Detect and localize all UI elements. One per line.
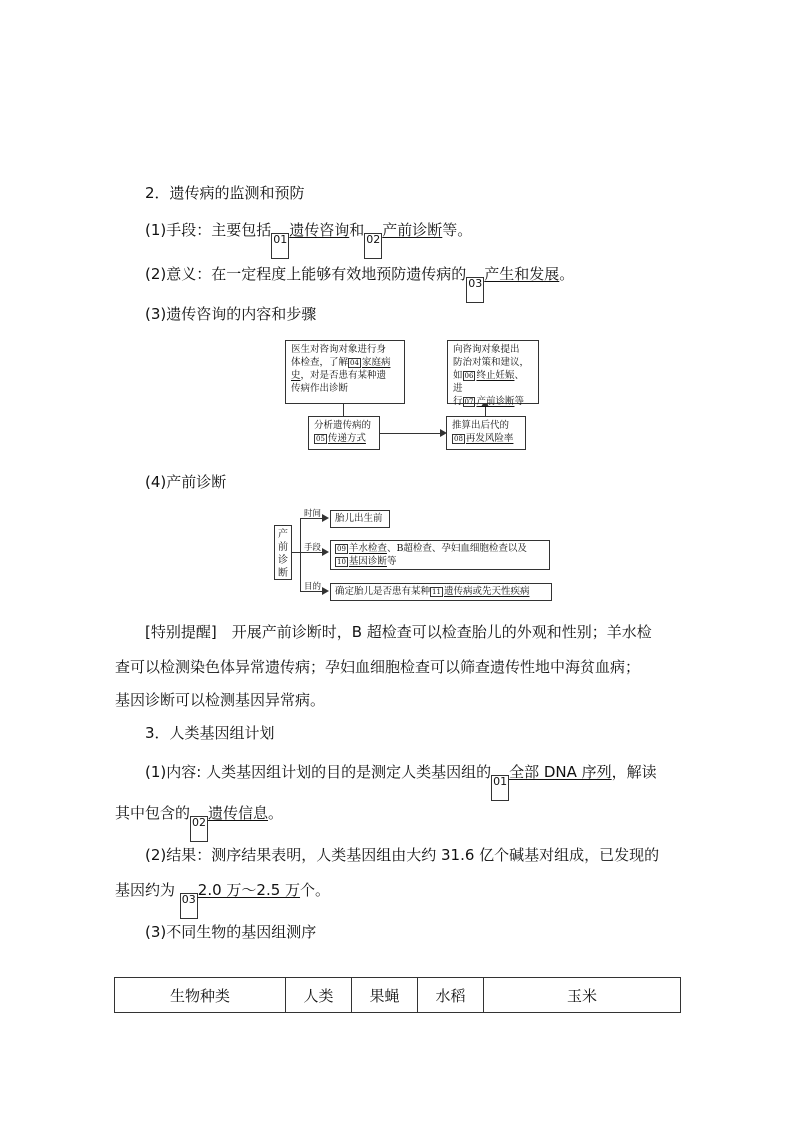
tree-means-middle: 、B超检查、孕妇血细胞检查以及 <box>386 543 527 554</box>
table-header-fruitfly: 果蝇 <box>352 978 418 1013</box>
flow-box-analysis <box>308 416 380 450</box>
table-header-maize: 玉米 <box>484 978 681 1013</box>
flow-connector-1 <box>343 404 344 416</box>
tree-box-time: 胎儿出生前 <box>330 510 390 528</box>
flow-box1-line2 <box>291 356 399 369</box>
flow-box3-line3 <box>453 369 533 395</box>
flow-num-04: 04 <box>350 359 359 367</box>
flow-box4-line2 <box>452 432 520 445</box>
tip-line1: [特别提醒] 开展产前诊断时，B 超检查可以检查胎儿的外观和性别；羊水检 <box>145 623 652 641</box>
s3-p1-pre: (1)内容: 人类基因组计划的目的是测定人类基因组的 <box>145 763 492 781</box>
section3-title: 3．人类基因组计划 <box>145 724 275 742</box>
s2-p1 <box>145 220 713 259</box>
tree-means-line1 <box>335 542 545 555</box>
flow-recurrence-risk: 再发风险率 <box>465 433 514 444</box>
tree-num-09: 09 <box>337 545 346 553</box>
s3-p1-post2: 。 <box>268 804 284 822</box>
answer-occurrence: 产生和发展 <box>484 265 560 283</box>
tree-box-purpose <box>330 583 552 601</box>
tree-num-10: 10 <box>337 558 346 566</box>
s3-p1-pre2: 其中包含的 <box>115 804 191 822</box>
blank-num-01b: 01 <box>491 775 509 801</box>
table-header-human: 人类 <box>286 978 352 1013</box>
flow-box-advice <box>447 340 539 407</box>
flow-box3-l3b: 、进 <box>453 370 524 394</box>
table-row <box>115 978 681 1013</box>
tree-box-means <box>330 540 550 570</box>
tree-stem <box>292 552 300 553</box>
tree-arrow-3 <box>322 587 329 595</box>
answer-prenatal-diagnosis: 产前诊断 <box>382 221 443 239</box>
blank-num-01: 01 <box>271 233 289 259</box>
answer-gene-count: 2.0 万～2.5 万 <box>197 881 301 899</box>
flow-box4-line1: 推算出后代的 <box>452 420 510 431</box>
blank-num-03: 03 <box>466 277 484 303</box>
tree-gene-diagnosis: 基因诊断 <box>348 556 387 567</box>
tree-arrow-2 <box>322 548 329 556</box>
flow-box2-line1: 分析遗传病的 <box>314 420 372 431</box>
flow-transmission-mode: 传递方式 <box>327 433 366 444</box>
tree-label-means: 手段 <box>304 543 322 553</box>
flow-family-history: 家庭病 <box>361 357 391 368</box>
flow-box1-l3a: 史 <box>291 370 301 381</box>
flow-box1-l3b: ，对是否患有某种遗 <box>300 370 387 381</box>
tree-means-line2 <box>335 555 545 568</box>
tree-purpose-pre: 确定胎儿是否患有某种 <box>335 586 431 597</box>
tree-label-purpose: 目的 <box>304 582 322 592</box>
flow-num-07: 07 <box>464 398 474 406</box>
flow-box3-l4b: 等 <box>514 396 524 407</box>
tip-line2: 查可以检测染色体异常遗传病；孕妇血细胞检查可以筛查遗传性地中海贫血病； <box>115 658 641 676</box>
blank-num-02: 02 <box>364 233 382 259</box>
flow-num-08: 08 <box>454 435 463 443</box>
section2-title: 2．遗传病的监测和预防 <box>145 184 305 202</box>
s2-p2 <box>145 264 713 303</box>
s3-p1-post: ，解读 <box>611 763 657 781</box>
flow-prenatal-diagnosis: 产前诊断 <box>476 396 515 407</box>
tree-num-11: 11 <box>432 588 441 596</box>
flow-box2-line2 <box>314 432 374 445</box>
flow-box3-line1: 向咨询对象提出 <box>453 344 520 355</box>
table-header-rice: 水稻 <box>418 978 484 1013</box>
flow-box1-line3 <box>291 369 399 382</box>
flow-box1-line1: 医生对咨询对象进行身 <box>291 344 387 355</box>
s3-p2-line2 <box>115 880 683 919</box>
flow-box1-line4: 传病作出诊断 <box>291 383 349 394</box>
answer-all-dna: 全部 DNA 序列 <box>509 763 612 781</box>
s2-p1-mid: 和 <box>349 221 365 239</box>
flow-box3-l4a: 行 <box>453 396 463 407</box>
blank-num-03b: 03 <box>180 893 198 919</box>
s3-p2-pre: 基因约为 <box>115 881 180 899</box>
flow-box-exam <box>285 340 405 404</box>
s2-p3: (3)遗传咨询的内容和步骤 <box>145 305 317 323</box>
tree-spine <box>300 518 301 591</box>
answer-genetic-counseling: 遗传咨询 <box>289 221 350 239</box>
tree-means-end: 等 <box>386 556 397 567</box>
flow-arrow-line <box>380 433 440 434</box>
flow-box-risk <box>446 416 526 450</box>
s3-p2-line1: (2)结果：测序结果表明，人类基因组由大约 31.6 亿个碱基对组成，已发现的 <box>145 846 660 864</box>
flow-box3-l3a: 如 <box>453 370 463 381</box>
answer-genetic-info: 遗传信息 <box>208 804 269 822</box>
s2-p1-post: 等。 <box>442 221 473 239</box>
flow-terminate-pregnancy: 终止妊娠 <box>476 370 515 381</box>
flow-box1-l2a: 体检查，了解 <box>291 357 349 368</box>
s2-p2-post: 。 <box>559 265 575 283</box>
genome-table <box>114 977 681 1013</box>
tree-label-time: 时间 <box>304 509 322 519</box>
s3-p3: (3)不同生物的基因组测序 <box>145 923 317 941</box>
flow-box3-line2: 防治对策和建议， <box>453 357 530 368</box>
tree-root: 产前诊断 <box>274 525 292 580</box>
tree-arrow-1 <box>322 514 329 522</box>
table-header-species: 生物种类 <box>115 978 286 1013</box>
flow-box3-line4 <box>453 395 533 408</box>
s2-p1-pre: (1)手段：主要包括 <box>145 221 272 239</box>
blank-num-02b: 02 <box>190 816 208 842</box>
s3-p1-cont <box>115 803 683 842</box>
s3-p1 <box>145 762 713 801</box>
s2-p4: (4)产前诊断 <box>145 473 227 491</box>
flow-num-05: 05 <box>316 435 325 443</box>
tree-amniocentesis: 羊水检查 <box>348 543 387 554</box>
flow-num-06: 06 <box>464 372 474 380</box>
s3-p2-post: 个。 <box>300 881 331 899</box>
tip-line3: 基因诊断可以检测基因异常病。 <box>115 691 326 709</box>
s2-p2-pre: (2)意义：在一定程度上能够有效地预防遗传病的 <box>145 265 467 283</box>
tree-purpose-answer: 遗传病或先天性疾病 <box>443 586 530 597</box>
